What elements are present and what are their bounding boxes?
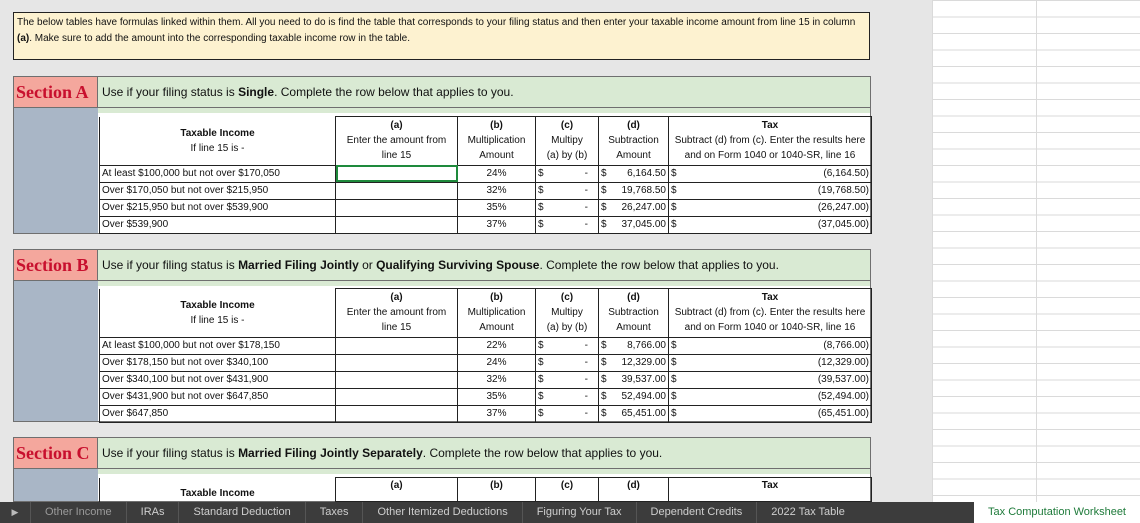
section-b-label: Section B [14,250,98,280]
taxable-income-range: Over $340,100 but not over $431,900 [100,371,336,388]
col-b [458,478,536,502]
multiply-value: - [584,219,588,230]
tab-taxes[interactable]: Taxes [305,502,363,523]
currency-symbol: $ [538,168,544,179]
col-a-key: (a) [390,480,403,491]
currency-symbol: $ [601,374,607,385]
subtraction-amount [599,337,669,354]
currency-symbol: $ [538,185,544,196]
tax-result [669,354,872,371]
empty-grid-cells[interactable] [932,0,1140,502]
table-row [100,354,872,371]
section-b-strip [98,281,870,286]
tax-result [669,182,872,199]
section-b-text-3: . Complete the row below that applies to you. [539,258,779,272]
subtraction-value: 6,164.50 [627,168,666,179]
line15-amount-input[interactable] [336,405,458,422]
col-a-l1: Enter the amount from [346,135,447,147]
subtraction-amount [599,354,669,371]
col-a-l2: line 15 [381,322,412,334]
table-header-row [100,117,872,166]
multiplication-amount: 37% [458,405,536,422]
multiply-result [536,165,599,182]
col-c-l2: (a) by (b) [546,322,588,334]
col-tax-key: Tax [761,292,779,304]
col-d-key: (d) [627,120,640,132]
col-d [599,289,669,338]
col-b-key: (b) [490,120,503,132]
section-b-status-2: Qualifying Surviving Spouse [376,258,540,272]
currency-symbol: $ [538,357,544,368]
line15-amount-input[interactable] [336,165,458,182]
section-b-text-1: Use if your filing status is [102,258,239,272]
col-ti-title: Taxable Income [180,127,255,139]
table-row [100,371,872,388]
col-c-l1: Multipy [551,307,583,319]
tab-iras[interactable]: IRAs [126,502,179,523]
multiplication-amount: 24% [458,354,536,371]
table-row [100,337,872,354]
currency-symbol: $ [538,374,544,385]
instructions-note [13,12,870,60]
currency-symbol: $ [601,168,607,179]
col-b [458,117,536,166]
notice-bold-a: (a) [17,33,30,44]
line15-amount-input[interactable] [336,182,458,199]
tax-result [669,371,872,388]
multiply-value: - [584,340,588,351]
multiply-value: - [584,374,588,385]
currency-symbol: $ [671,202,677,213]
col-c [536,289,599,338]
multiply-value: - [584,185,588,196]
col-d [599,117,669,166]
currency-symbol: $ [671,391,677,402]
col-b-l1: Multiplication [467,307,526,319]
section-b-description [102,250,779,280]
subtraction-amount [599,182,669,199]
multiply-value: - [584,202,588,213]
sheet-tab-bar [0,502,1140,523]
tab-standard-deduction[interactable]: Standard Deduction [178,502,304,523]
currency-symbol: $ [601,340,607,351]
col-tax-l1: Subtract (d) from (c). Enter the results here [674,307,866,319]
section-b-text-2: or [358,258,377,272]
tab-other-itemized-deductions[interactable]: Other Itemized Deductions [362,502,521,523]
taxable-income-range: At least $100,000 but not over $170,050 [100,165,336,182]
currency-symbol: $ [601,219,607,230]
table-row [100,182,872,199]
section-c-label: Section C [14,438,98,468]
taxable-income-range: Over $170,050 but not over $215,950 [100,182,336,199]
col-c-l2: (a) by (b) [546,150,588,162]
taxable-income-range: At least $100,000 but not over $178,150 [100,337,336,354]
multiplication-amount: 32% [458,182,536,199]
multiply-result [536,405,599,422]
multiplication-amount: 35% [458,199,536,216]
col-tax [669,117,872,166]
subtraction-value: 19,768.50 [621,185,666,196]
col-c-key: (c) [560,480,574,491]
col-d-key: (d) [627,480,640,491]
table-row [100,216,872,233]
tax-value: (65,451.00) [817,408,869,419]
currency-symbol: $ [671,408,677,419]
multiply-value: - [584,357,588,368]
multiply-value: - [584,391,588,402]
section-a-text-2: . Complete the row below that applies to you. [274,85,514,99]
multiply-result [536,199,599,216]
taxable-income-range: Over $647,850 [100,405,336,422]
currency-symbol: $ [601,391,607,402]
table-row [100,165,872,182]
section-a-label: Section A [14,77,98,107]
col-tax-l1: Subtract (d) from (c). Enter the results here [674,135,866,147]
tab-dependent-credits[interactable]: Dependent Credits [636,502,757,523]
subtraction-value: 12,329.00 [621,357,666,368]
col-ti-sub: If line 15 is - [190,314,245,326]
multiplication-amount: 22% [458,337,536,354]
col-a [336,117,458,166]
currency-symbol: $ [671,340,677,351]
col-tax-l2: and on Form 1040 or 1040-SR, line 16 [684,150,856,162]
table-header-row [100,289,872,338]
col-c-l1: Multipy [551,135,583,147]
col-tax-key: Tax [761,480,779,491]
section-a-sidebar [14,108,98,233]
currency-symbol: $ [538,202,544,213]
currency-symbol: $ [538,340,544,351]
col-d-l2: Amount [616,322,651,334]
line15-amount-input[interactable] [336,199,458,216]
col-ti-title: Taxable Income [180,487,255,499]
currency-symbol: $ [671,374,677,385]
tax-result [669,199,872,216]
section-c-description [102,438,662,468]
currency-symbol: $ [601,185,607,196]
multiply-result [536,182,599,199]
subtraction-value: 52,494.00 [621,391,666,402]
table-header-row [100,478,872,502]
currency-symbol: $ [538,408,544,419]
multiply-result [536,337,599,354]
col-c-key: (c) [560,292,574,304]
col-taxable-income [100,117,336,166]
section-a-status: Single [238,85,275,99]
table-row [100,405,872,422]
col-tax-l2: and on Form 1040 or 1040-SR, line 16 [684,322,856,334]
multiply-result [536,371,599,388]
col-d-key: (d) [627,292,640,304]
tax-result [669,337,872,354]
taxable-income-range: Over $178,150 but not over $340,100 [100,354,336,371]
scroll-tabs-icon[interactable]: ▶ [11,507,19,517]
section-c-text-2: . Complete the row below that applies to you. [422,446,663,460]
tab-2022-tax-table[interactable]: 2022 Tax Table [756,502,859,523]
line15-amount-input[interactable] [336,337,458,354]
subtraction-value: 65,451.00 [621,408,666,419]
tax-value: (19,768.50) [817,185,869,196]
section-c-text-1: Use if your filing status is [102,446,239,460]
col-a-key: (a) [390,120,403,132]
taxable-income-range: Over $539,900 [100,216,336,233]
subtraction-amount [599,388,669,405]
subtraction-amount [599,216,669,233]
multiplication-amount: 37% [458,216,536,233]
subtraction-amount [599,371,669,388]
table-row [100,199,872,216]
col-tax [669,289,872,338]
col-c [536,117,599,166]
tax-value: (8,766.00) [823,340,869,351]
subtraction-amount [599,405,669,422]
col-b [458,289,536,338]
tax-value: (26,247.00) [817,202,869,213]
multiply-value: - [584,408,588,419]
multiplication-amount: 32% [458,371,536,388]
section-c-strip [98,469,870,474]
col-b-l2: Amount [479,150,514,162]
col-d [599,478,669,502]
col-tax [669,478,872,502]
section-b-table [99,288,872,423]
col-tax-key: Tax [761,120,779,132]
line15-amount-input[interactable] [336,371,458,388]
multiply-value: - [584,168,588,179]
multiply-result [536,354,599,371]
subtraction-amount [599,165,669,182]
col-ti-sub: If line 15 is - [190,142,245,154]
taxable-income-range: Over $215,950 but not over $539,900 [100,199,336,216]
line15-amount-input[interactable] [336,354,458,371]
col-b-l1: Multiplication [467,135,526,147]
tax-result [669,165,872,182]
section-c-sidebar [14,469,98,501]
tax-value: (12,329.00) [817,357,869,368]
col-c [536,478,599,502]
section-c-table [99,477,872,502]
currency-symbol: $ [601,202,607,213]
section-c-status: Married Filing Jointly Separately [238,446,423,460]
section-a-text-1: Use if your filing status is [102,85,239,99]
section-a-strip [98,108,870,113]
tax-value: (37,045.00) [817,219,869,230]
line15-amount-input[interactable] [336,216,458,233]
tax-result [669,216,872,233]
line15-amount-input[interactable] [336,388,458,405]
col-a [336,289,458,338]
col-a-l1: Enter the amount from [346,307,447,319]
tax-value: (52,494.00) [817,391,869,402]
taxable-income-range: Over $431,900 but not over $647,850 [100,388,336,405]
tab-other-income[interactable]: Other Income [30,502,126,523]
col-d-l1: Subtraction [608,135,659,147]
col-b-key: (b) [490,480,503,491]
section-b-sidebar [14,281,98,421]
col-a [336,478,458,502]
section-a-header [13,76,871,108]
col-a-key: (a) [390,292,403,304]
multiplication-amount: 35% [458,388,536,405]
subtraction-value: 26,247.00 [621,202,666,213]
multiply-result [536,388,599,405]
currency-symbol: $ [671,185,677,196]
notice-text-1: The below tables have formulas linked within them. All you need to do is find the table that corresponds to your filing status and then enter your taxable income amount from line 15 in column [17,17,856,28]
col-d-l1: Subtraction [608,307,659,319]
col-taxable-income [100,478,336,502]
col-b-key: (b) [490,292,503,304]
section-a-table [99,116,872,234]
section-c-header [13,437,871,469]
col-a-l2: line 15 [381,150,412,162]
tax-result [669,388,872,405]
section-b-status-1: Married Filing Jointly [238,258,359,272]
tab-tax-computation-worksheet[interactable]: Tax Computation Worksheet [974,502,1140,523]
col-c-key: (c) [560,120,574,132]
tax-result [669,405,872,422]
table-row [100,388,872,405]
notice-text-2: . Make sure to add the amount into the corresponding taxable income row in the table. [29,33,411,44]
currency-symbol: $ [538,391,544,402]
currency-symbol: $ [601,408,607,419]
section-a-description [102,77,514,107]
currency-symbol: $ [538,219,544,230]
tab-figuring-your-tax[interactable]: Figuring Your Tax [522,502,636,523]
tax-value: (6,164.50) [823,168,869,179]
col-b-l2: Amount [479,322,514,334]
subtraction-value: 39,537.00 [621,374,666,385]
multiply-result [536,216,599,233]
col-taxable-income [100,289,336,338]
multiplication-amount: 24% [458,165,536,182]
col-ti-title: Taxable Income [180,299,255,311]
col-d-l2: Amount [616,150,651,162]
subtraction-value: 37,045.00 [621,219,666,230]
subtraction-value: 8,766.00 [627,340,666,351]
subtraction-amount [599,199,669,216]
tax-value: (39,537.00) [817,374,869,385]
currency-symbol: $ [671,219,677,230]
currency-symbol: $ [671,168,677,179]
section-b-header [13,249,871,281]
currency-symbol: $ [601,357,607,368]
currency-symbol: $ [671,357,677,368]
